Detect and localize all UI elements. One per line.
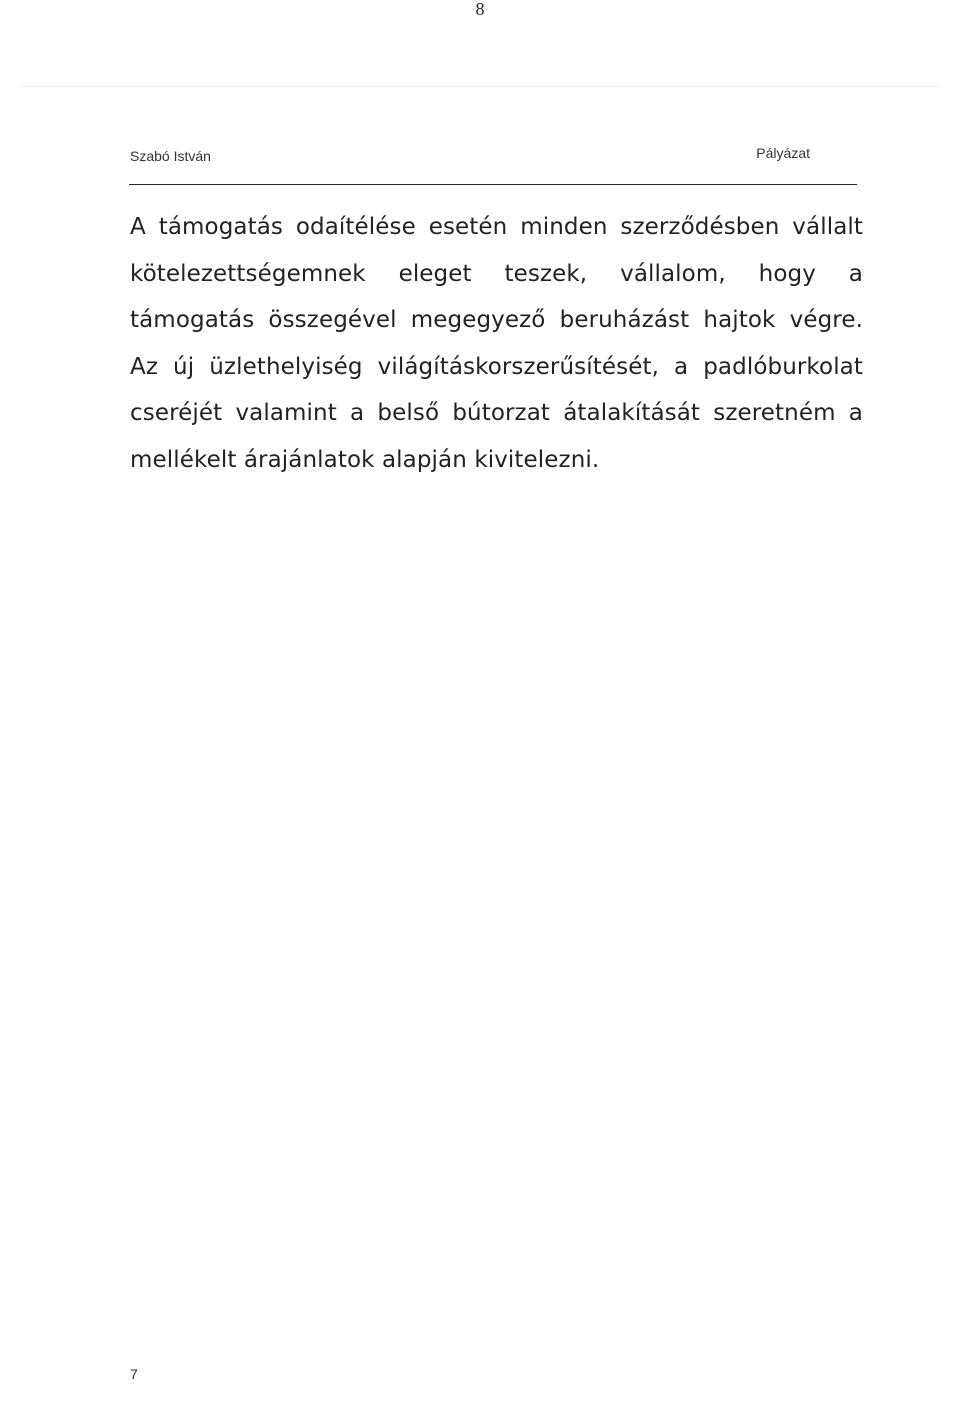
scan-page-number: 8 bbox=[475, 0, 485, 19]
header-author: Szabó István bbox=[130, 148, 211, 164]
header-divider bbox=[129, 184, 857, 185]
header-doc-type: Pályázat bbox=[756, 145, 810, 161]
scan-edge-line bbox=[20, 86, 940, 87]
body-paragraph: A támogatás odaítélése esetén minden szerződésben vállalt kötelezettségemnek eleget teszek, vállalom, hogy a támogatás összegével megegyező beruházást hajtok végre. Az új üzlethelyiség világításkorszerűsítését, a padlóburkolat cseréjét valamint a belső bútorzat átalakítását szeretném a mellékelt árajánlatok alapján kivitelezni. bbox=[130, 214, 863, 473]
footer-page-number: 7 bbox=[130, 1366, 138, 1382]
